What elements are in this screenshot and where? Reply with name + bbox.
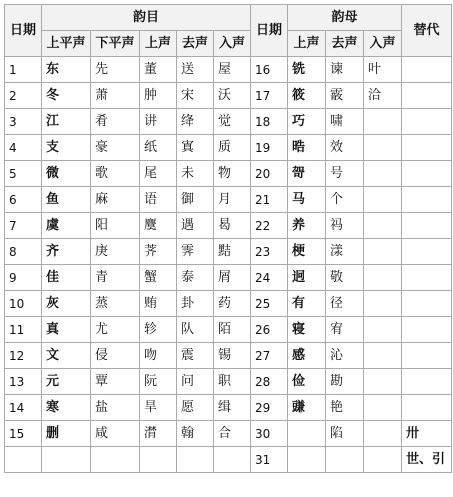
cell-xp: 麻 [91, 187, 140, 213]
cell-q2: 艳 [326, 395, 364, 421]
cell-xp: 阳 [91, 213, 140, 239]
cell-r2 [364, 265, 402, 291]
table-row [5, 213, 452, 239]
cell-q2: 谏 [326, 57, 364, 83]
cell-r: 黠 [214, 239, 251, 265]
table-row [5, 369, 452, 395]
cell-t [402, 369, 452, 395]
cell-s2: 晧 [288, 135, 326, 161]
cell-s2 [288, 421, 326, 447]
cell-d2: 17 [251, 83, 288, 109]
cell-t [402, 83, 452, 109]
cell-r2 [364, 395, 402, 421]
cell-d2: 16 [251, 57, 288, 83]
cell-sp: 元 [42, 369, 91, 395]
cell-sp: 灰 [42, 291, 91, 317]
cell-r: 沃 [214, 83, 251, 109]
cell-t [402, 239, 452, 265]
cell-d1: 1 [5, 57, 42, 83]
table-row [5, 291, 452, 317]
cell-sp: 鱼 [42, 187, 91, 213]
cell-d2: 20 [251, 161, 288, 187]
cell-r2 [364, 421, 402, 447]
cell-xp: 尤 [91, 317, 140, 343]
cell-s: 蟹 [140, 265, 177, 291]
cell-q: 送 [177, 57, 214, 83]
cell-sp: 微 [42, 161, 91, 187]
cell-t [402, 317, 452, 343]
cell-d1: 9 [5, 265, 42, 291]
cell-s: 肿 [140, 83, 177, 109]
cell-q2 [326, 447, 364, 473]
cell-d1: 10 [5, 291, 42, 317]
cell-t [402, 187, 452, 213]
table-row [5, 395, 452, 421]
header-row-sub [5, 31, 452, 57]
cell-q: 卦 [177, 291, 214, 317]
cell-t [402, 57, 452, 83]
cell-xp: 盐 [91, 395, 140, 421]
cell-q2: 敬 [326, 265, 364, 291]
cell-s2: 有 [288, 291, 326, 317]
cell-d1: 4 [5, 135, 42, 161]
cell-s2: 迥 [288, 265, 326, 291]
header-row-top [5, 5, 452, 31]
table-row [5, 239, 452, 265]
cell-d2: 30 [251, 421, 288, 447]
cell-s: 轸 [140, 317, 177, 343]
cell-d1 [5, 447, 42, 473]
cell-s2: 梗 [288, 239, 326, 265]
cell-q2: 宥 [326, 317, 364, 343]
cell-q: 愿 [177, 395, 214, 421]
table-row [5, 317, 452, 343]
cell-s: 贿 [140, 291, 177, 317]
cell-sp: 江 [42, 109, 91, 135]
cell-d1: 2 [5, 83, 42, 109]
cell-q2: 祃 [326, 213, 364, 239]
cell-d2: 22 [251, 213, 288, 239]
cell-q2: 号 [326, 161, 364, 187]
cell-q: 问 [177, 369, 214, 395]
ru-header-2: 入声 [364, 31, 402, 57]
cell-r: 药 [214, 291, 251, 317]
cell-d1: 13 [5, 369, 42, 395]
cell-s: 荠 [140, 239, 177, 265]
cell-q2: 霰 [326, 83, 364, 109]
cell-sp: 删 [42, 421, 91, 447]
table-row [5, 421, 452, 447]
cell-r: 屋 [214, 57, 251, 83]
shangping-header: 上平声 [42, 31, 91, 57]
cell-d1: 7 [5, 213, 42, 239]
cell-r2 [364, 239, 402, 265]
cell-r: 觉 [214, 109, 251, 135]
cell-d2: 24 [251, 265, 288, 291]
table-row [5, 135, 452, 161]
cell-d2: 21 [251, 187, 288, 213]
cell-s: 讲 [140, 109, 177, 135]
cell-r: 陌 [214, 317, 251, 343]
cell-q: 翰 [177, 421, 214, 447]
cell-d2: 18 [251, 109, 288, 135]
rhyme-table-body [5, 57, 452, 473]
cell-sp: 支 [42, 135, 91, 161]
cell-t [402, 109, 452, 135]
cell-xp: 先 [91, 57, 140, 83]
cell-q: 震 [177, 343, 214, 369]
cell-r2: 洽 [364, 83, 402, 109]
cell-s: 董 [140, 57, 177, 83]
cell-r: 月 [214, 187, 251, 213]
cell-t [402, 213, 452, 239]
cell-r: 曷 [214, 213, 251, 239]
cell-r2 [364, 109, 402, 135]
cell-xp: 青 [91, 265, 140, 291]
cell-r2 [364, 213, 402, 239]
cell-xp: 咸 [91, 421, 140, 447]
cell-s2: 巧 [288, 109, 326, 135]
shang-header: 上声 [140, 31, 177, 57]
yunmu-header-2: 韵母 [288, 5, 402, 31]
cell-d1: 3 [5, 109, 42, 135]
cell-s2: 铣 [288, 57, 326, 83]
cell-q2: 啸 [326, 109, 364, 135]
qu-header: 去声 [177, 31, 214, 57]
cell-s2: 寝 [288, 317, 326, 343]
cell-sp: 虞 [42, 213, 91, 239]
cell-d2: 28 [251, 369, 288, 395]
cell-t [402, 395, 452, 421]
cell-r2 [364, 317, 402, 343]
table-row [5, 447, 452, 473]
cell-s: 尾 [140, 161, 177, 187]
cell-xp [91, 447, 140, 473]
shang-header-2: 上声 [288, 31, 326, 57]
table-row [5, 161, 452, 187]
cell-d2: 29 [251, 395, 288, 421]
cell-q2: 效 [326, 135, 364, 161]
cell-t [402, 135, 452, 161]
cell-s2: 俭 [288, 369, 326, 395]
cell-s2: 马 [288, 187, 326, 213]
table-row [5, 83, 452, 109]
cell-s2: 感 [288, 343, 326, 369]
cell-r: 职 [214, 369, 251, 395]
cell-r2 [364, 369, 402, 395]
cell-r: 合 [214, 421, 251, 447]
cell-s2 [288, 447, 326, 473]
cell-t [402, 291, 452, 317]
cell-q: 泰 [177, 265, 214, 291]
cell-sp: 寒 [42, 395, 91, 421]
cell-s: 旱 [140, 395, 177, 421]
cell-s [140, 447, 177, 473]
cell-d1: 12 [5, 343, 42, 369]
cell-xp: 覃 [91, 369, 140, 395]
cell-d1: 11 [5, 317, 42, 343]
cell-d1: 8 [5, 239, 42, 265]
cell-d2: 26 [251, 317, 288, 343]
cell-r2 [364, 161, 402, 187]
cell-d1: 5 [5, 161, 42, 187]
cell-q: 御 [177, 187, 214, 213]
cell-q2: 漾 [326, 239, 364, 265]
cell-r [214, 447, 251, 473]
cell-s: 麌 [140, 213, 177, 239]
cell-d1: 6 [5, 187, 42, 213]
cell-xp: 庚 [91, 239, 140, 265]
cell-t [402, 265, 452, 291]
cell-r2 [364, 291, 402, 317]
cell-sp: 真 [42, 317, 91, 343]
date-header-2: 日期 [251, 5, 288, 57]
cell-s: 吻 [140, 343, 177, 369]
cell-xp: 蒸 [91, 291, 140, 317]
cell-q2: 个 [326, 187, 364, 213]
cell-q [177, 447, 214, 473]
cell-q: 霁 [177, 239, 214, 265]
xiaping-header: 下平声 [91, 31, 140, 57]
cell-d2: 23 [251, 239, 288, 265]
date-header: 日期 [5, 5, 42, 57]
cell-q: 队 [177, 317, 214, 343]
cell-d2: 25 [251, 291, 288, 317]
cell-s2: 豏 [288, 395, 326, 421]
cell-xp: 萧 [91, 83, 140, 109]
cell-r: 缉 [214, 395, 251, 421]
cell-r: 质 [214, 135, 251, 161]
cell-r2 [364, 187, 402, 213]
qu-header-2: 去声 [326, 31, 364, 57]
cell-sp: 佳 [42, 265, 91, 291]
cell-s: 纸 [140, 135, 177, 161]
cell-d1: 14 [5, 395, 42, 421]
cell-t [402, 343, 452, 369]
cell-q2: 勘 [326, 369, 364, 395]
cell-d2: 19 [251, 135, 288, 161]
cell-sp: 东 [42, 57, 91, 83]
cell-r: 物 [214, 161, 251, 187]
cell-xp: 歌 [91, 161, 140, 187]
tidai-header: 替代 [402, 5, 452, 57]
cell-s2: 养 [288, 213, 326, 239]
cell-t: 卅 [402, 421, 452, 447]
cell-xp: 肴 [91, 109, 140, 135]
cell-d2: 31 [251, 447, 288, 473]
cell-q2: 径 [326, 291, 364, 317]
cell-s: 潸 [140, 421, 177, 447]
table-row [5, 343, 452, 369]
ru-header: 入声 [214, 31, 251, 57]
cell-r2 [364, 447, 402, 473]
cell-s: 语 [140, 187, 177, 213]
cell-r2 [364, 135, 402, 161]
table-row [5, 57, 452, 83]
cell-r: 锡 [214, 343, 251, 369]
cell-t: 世、引 [402, 447, 452, 473]
cell-d2: 27 [251, 343, 288, 369]
cell-sp: 齐 [42, 239, 91, 265]
table-row [5, 187, 452, 213]
cell-s: 阮 [140, 369, 177, 395]
rhyme-table [4, 4, 452, 473]
cell-t [402, 161, 452, 187]
table-row [5, 265, 452, 291]
cell-s2: 筱 [288, 83, 326, 109]
table-row [5, 109, 452, 135]
cell-xp: 豪 [91, 135, 140, 161]
yunmu-header: 韵目 [42, 5, 251, 31]
cell-q2: 沁 [326, 343, 364, 369]
cell-sp: 冬 [42, 83, 91, 109]
cell-q: 寘 [177, 135, 214, 161]
cell-q: 宋 [177, 83, 214, 109]
cell-r: 屑 [214, 265, 251, 291]
cell-sp: 文 [42, 343, 91, 369]
cell-q: 未 [177, 161, 214, 187]
cell-sp [42, 447, 91, 473]
cell-r2: 叶 [364, 57, 402, 83]
cell-d1: 15 [5, 421, 42, 447]
cell-s2: 哿 [288, 161, 326, 187]
cell-q2: 陷 [326, 421, 364, 447]
cell-xp: 侵 [91, 343, 140, 369]
cell-q: 绛 [177, 109, 214, 135]
cell-r2 [364, 343, 402, 369]
cell-q: 遇 [177, 213, 214, 239]
